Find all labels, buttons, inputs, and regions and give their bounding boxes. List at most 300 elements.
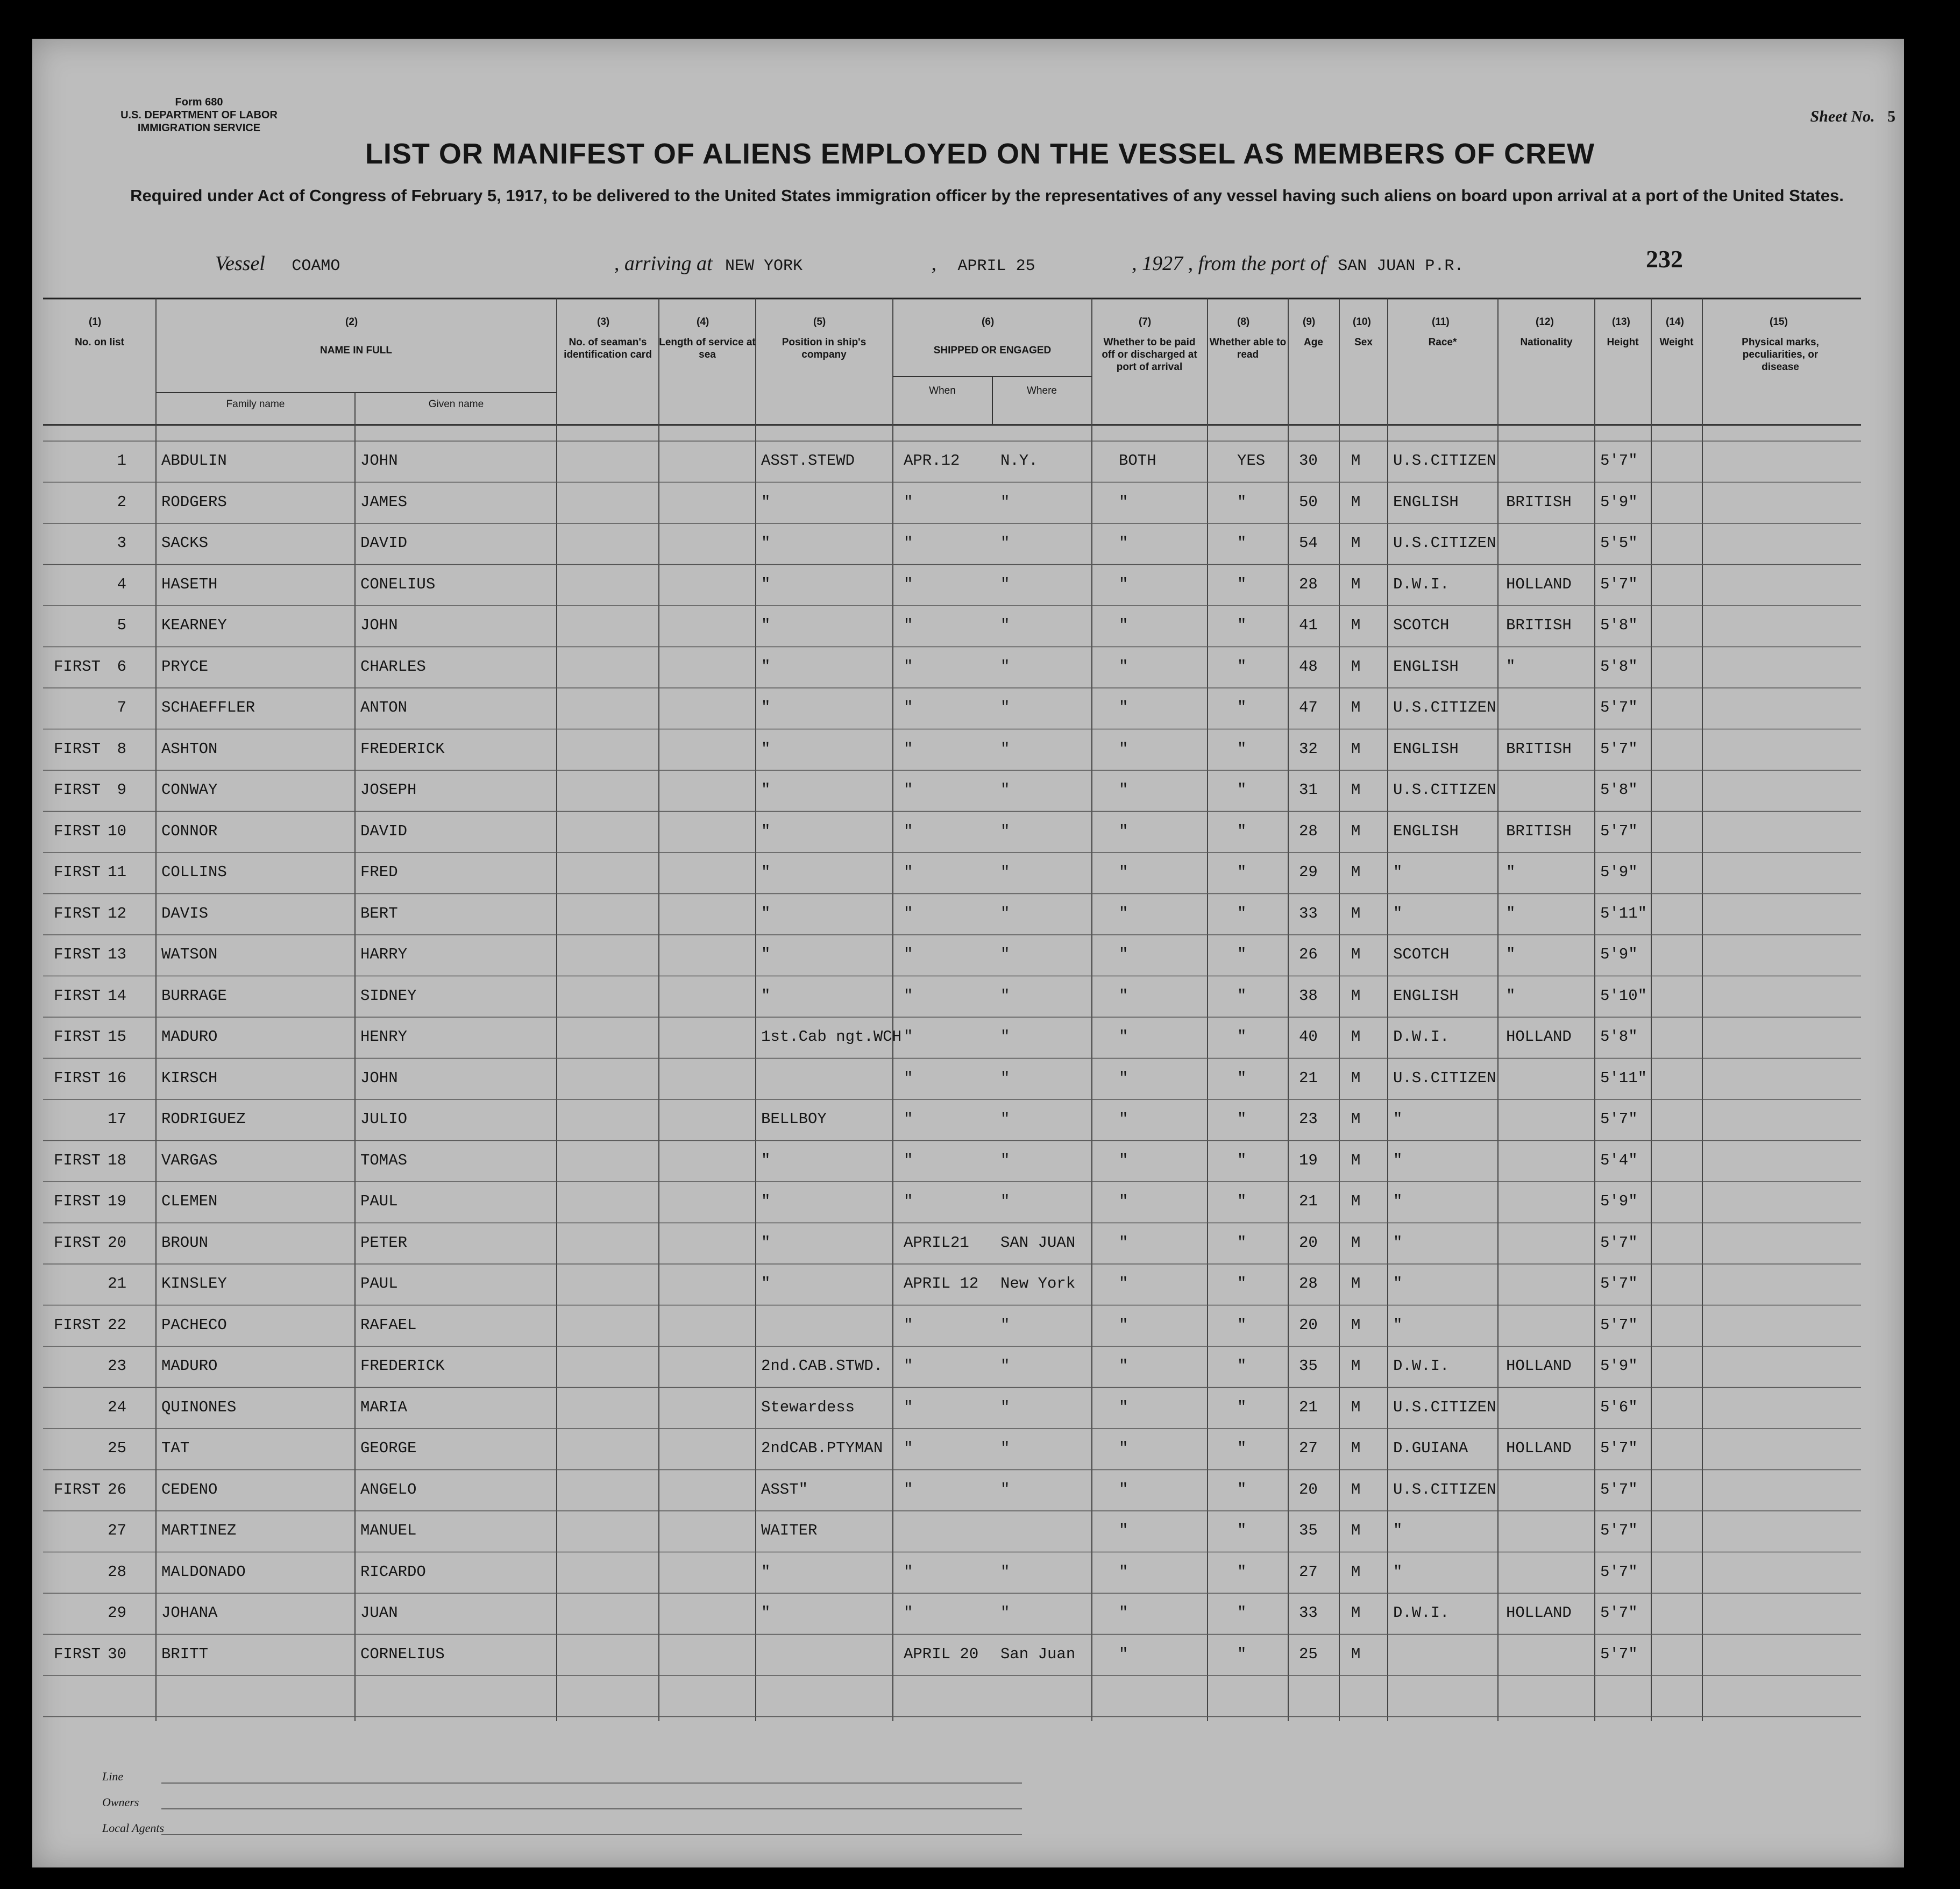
given-name: DAVID [360,534,408,552]
paid-off-cell: " [1119,534,1128,552]
able-to-read: " [1237,1645,1247,1663]
row-number: 29 [108,1604,126,1622]
nationality-cell: HOLLAND [1506,1028,1572,1046]
shipped-when: " [904,1028,913,1046]
shipped-when: APRIL 12 [904,1275,979,1293]
shipped-when: " [904,493,913,511]
column-number: (15) [1770,316,1788,328]
able-to-read: " [1237,781,1247,799]
age-cell: 30 [1299,452,1318,470]
paid-off-cell: " [1119,986,1128,1005]
department-name: U.S. DEPARTMENT OF LABOR [120,109,278,121]
able-to-read: " [1237,1480,1247,1499]
class-cell: FIRST [54,1233,101,1252]
shipped-when: " [904,1192,913,1210]
paid-off-cell: " [1119,1645,1128,1663]
sex-cell: M [1351,1275,1361,1293]
able-to-read: " [1237,1069,1247,1087]
paid-off-cell: " [1119,493,1128,511]
class-cell: FIRST [54,822,101,840]
given-name: ANGELO [360,1480,417,1499]
shipped-where: " [1000,1398,1010,1416]
race-cell: " [1393,863,1403,881]
shipped-where: " [1000,863,1010,881]
height-cell: 5'8" [1600,616,1638,634]
position-cell: 2nd.CAB.STWD. [761,1357,883,1375]
shipped-where: " [1000,699,1010,716]
column-header: SHIPPED OR ENGAGED [933,345,1052,356]
age-cell: 50 [1299,493,1318,511]
shipped-where: " [1000,575,1010,593]
able-to-read: " [1237,1398,1247,1416]
age-cell: 33 [1299,904,1318,922]
family-name: JOHANA [161,1604,218,1622]
nationality-cell: HOLLAND [1506,1357,1572,1375]
given-name: MARIA [360,1398,408,1416]
row-number: 21 [108,1275,126,1293]
able-to-read: " [1237,1192,1247,1210]
row-number: 8 [117,740,126,758]
able-to-read: " [1237,699,1247,716]
nationality-cell: BRITISH [1506,740,1572,758]
family-name: KINSLEY [161,1275,227,1293]
sex-cell: M [1351,740,1361,758]
given-name: JULIO [360,1110,408,1128]
shipped-when: " [904,1480,913,1499]
paid-off-cell: " [1119,1110,1128,1128]
given-name: JOSEPH [360,781,417,799]
given-name: JOHN [360,1069,398,1087]
able-to-read: " [1237,1028,1247,1046]
column-header: Race* [1428,337,1457,348]
sex-cell: M [1351,1645,1361,1663]
shipped-when: " [904,657,913,676]
age-cell: 21 [1299,1398,1318,1416]
race-cell: U.S.CITIZEN [1393,452,1496,470]
able-to-read: " [1237,657,1247,676]
shipped-where: " [1000,657,1010,676]
shipped-where: " [1000,1357,1010,1375]
age-cell: 27 [1299,1439,1318,1457]
height-cell: 5'8" [1600,781,1638,799]
age-cell: 20 [1299,1233,1318,1252]
race-cell: ENGLISH [1393,493,1459,511]
row-number: 9 [117,781,126,799]
height-cell: 5'5" [1600,534,1638,552]
able-to-read: " [1237,946,1247,963]
age-cell: 28 [1299,575,1318,593]
family-name: COLLINS [161,863,227,881]
sheet-value: 5 [1887,108,1895,125]
given-name: PAUL [360,1275,398,1293]
shipped-where: " [1000,822,1010,840]
paid-off-cell: " [1119,657,1128,676]
position-cell: 2ndCAB.PTYMAN [761,1439,883,1457]
height-cell: 5'7" [1600,1480,1638,1499]
race-cell: U.S.CITIZEN [1393,1480,1496,1499]
class-cell: FIRST [54,946,101,963]
family-name: QUINONES [161,1398,237,1416]
family-name: HASETH [161,575,218,593]
sex-cell: M [1351,1233,1361,1252]
race-cell: " [1393,1275,1403,1293]
shipped-when: " [904,1604,913,1622]
class-cell: FIRST [54,1480,101,1499]
paid-off-cell: " [1119,781,1128,799]
able-to-read: " [1237,986,1247,1005]
given-name: JAMES [360,493,408,511]
age-cell: 21 [1299,1192,1318,1210]
height-cell: 5'7" [1600,452,1638,470]
paid-off-cell: " [1119,740,1128,758]
class-cell: FIRST [54,657,101,676]
class-cell: FIRST [54,740,101,758]
family-name: VARGAS [161,1151,218,1169]
able-to-read: " [1237,534,1247,552]
family-name: TAT [161,1439,190,1457]
able-to-read: " [1237,1439,1247,1457]
column-header: Whether to be paid off or discharged at port of arrival [1102,337,1197,373]
family-name: RODRIGUEZ [161,1110,246,1128]
shipped-where: " [1000,1192,1010,1210]
shipped-where: " [1000,904,1010,922]
able-to-read: " [1237,740,1247,758]
shipped-when: APRIL 20 [904,1645,979,1663]
height-cell: 5'7" [1600,1316,1638,1334]
race-cell: SCOTCH [1393,616,1450,634]
shipped-when: " [904,1398,913,1416]
position-cell: " [761,575,771,593]
position-cell: " [761,904,771,922]
position-cell: Stewardess [761,1398,855,1416]
height-cell: 5'7" [1600,699,1638,716]
column-subheader: Family name [226,399,285,410]
race-cell: " [1393,1522,1403,1539]
sex-cell: M [1351,863,1361,881]
given-name: MANUEL [360,1522,417,1539]
nationality-cell: " [1506,946,1516,963]
shipped-when: " [904,1069,913,1087]
given-name: HENRY [360,1028,408,1046]
paid-off-cell: " [1119,1563,1128,1581]
class-cell: FIRST [54,1192,101,1210]
race-cell: " [1393,1316,1403,1334]
given-name: JOHN [360,616,398,634]
shipped-when: " [904,699,913,716]
column-number: (8) [1237,316,1250,328]
given-name: HARRY [360,946,408,963]
shipped-where: " [1000,1563,1010,1581]
race-cell: D.W.I. [1393,1357,1450,1375]
column-number: (10) [1353,316,1371,328]
able-to-read: " [1237,1316,1247,1334]
position-cell: " [761,986,771,1005]
height-cell: 5'9" [1600,1357,1638,1375]
family-name: ASHTON [161,740,218,758]
able-to-read: " [1237,1357,1247,1375]
height-cell: 5'7" [1600,1233,1638,1252]
shipped-where: N.Y. [1000,452,1038,470]
sex-cell: M [1351,1192,1361,1210]
position-cell: " [761,946,771,963]
sex-cell: M [1351,452,1361,470]
nationality-cell: HOLLAND [1506,575,1572,593]
column-header: Whether able to read [1209,337,1287,360]
position-cell: WAITER [761,1522,818,1539]
paid-off-cell: " [1119,1357,1128,1375]
race-cell: ENGLISH [1393,986,1459,1005]
sex-cell: M [1351,1357,1361,1375]
document-title: LIST OR MANIFEST OF ALIENS EMPLOYED ON THE VESSEL AS MEMBERS OF CREW [365,138,1595,170]
paid-off-cell: " [1119,1192,1128,1210]
column-number: (4) [697,316,709,328]
nationality-cell: " [1506,986,1516,1005]
family-name: PACHECO [161,1316,227,1334]
shipped-where: " [1000,740,1010,758]
race-cell: " [1393,1151,1403,1169]
shipped-when: " [904,986,913,1005]
sex-cell: M [1351,1604,1361,1622]
position-cell: " [761,1275,771,1293]
departure-port: SAN JUAN P.R. [1338,257,1464,275]
vessel-line: Vessel COAMO , arriving at NEW YORK , APRIL 25 , 1927 , from the port of SAN JUAN P.R. [215,252,1464,275]
paid-off-cell: " [1119,1275,1128,1293]
height-cell: 5'7" [1600,740,1638,758]
age-cell: 20 [1299,1316,1318,1334]
row-number: 4 [117,575,126,593]
race-cell: ENGLISH [1393,822,1459,840]
given-name: JOHN [360,452,398,470]
column-header: Age [1304,337,1323,348]
column-number: (13) [1612,316,1630,328]
height-cell: 5'7" [1600,1110,1638,1128]
shipped-when: " [904,1110,913,1128]
column-number: (12) [1536,316,1554,328]
paid-off-cell: " [1119,863,1128,881]
age-cell: 21 [1299,1069,1318,1087]
column-header: Length of service at sea [659,337,756,360]
able-to-read: " [1237,493,1247,511]
paid-off-cell: " [1119,946,1128,963]
position-cell: " [761,1233,771,1252]
paid-off-cell: " [1119,699,1128,716]
row-number: 24 [108,1398,126,1416]
sex-cell: M [1351,904,1361,922]
row-number: 2 [117,493,126,511]
shipped-when: " [904,863,913,881]
paid-off-cell: " [1119,1398,1128,1416]
row-number: 10 [108,822,126,840]
column-header: Position in ship's company [782,337,867,360]
paid-off-cell: " [1119,1028,1128,1046]
height-cell: 5'9" [1600,493,1638,511]
paid-off-cell: " [1119,575,1128,593]
given-name: RICARDO [360,1563,426,1581]
able-to-read: " [1237,1563,1247,1581]
column-number: (3) [597,316,610,328]
family-name: MADURO [161,1028,218,1046]
class-cell: FIRST [54,1316,101,1334]
height-cell: 5'7" [1600,1604,1638,1622]
given-name: SIDNEY [360,986,417,1005]
sex-cell: M [1351,1316,1361,1334]
sex-cell: M [1351,946,1361,963]
shipped-where: New York [1000,1275,1076,1293]
age-cell: 40 [1299,1028,1318,1046]
row-number: 12 [108,904,126,922]
row-number: 15 [108,1028,126,1046]
position-cell: BELLBOY [761,1110,827,1128]
row-number: 30 [108,1645,126,1663]
able-to-read: " [1237,1522,1247,1539]
given-name: CORNELIUS [360,1645,445,1663]
column-number: (1) [89,316,102,328]
column-number: (6) [982,316,995,328]
paid-off-cell: " [1119,1233,1128,1252]
arrival-year: , 1927 [1132,252,1183,275]
sex-cell: M [1351,1151,1361,1169]
column-number: (14) [1666,316,1684,328]
sex-cell: M [1351,699,1361,716]
position-cell: 1st.Cab ngt.WCH [761,1028,902,1046]
position-cell: " [761,822,771,840]
position-cell: " [761,657,771,676]
given-name: DAVID [360,822,408,840]
race-cell: U.S.CITIZEN [1393,1398,1496,1416]
column-header: Physical marks, peculiarities, or disease [1742,337,1819,373]
race-cell: " [1393,904,1403,922]
paid-off-cell: " [1119,1151,1128,1169]
shipped-when: " [904,1563,913,1581]
shipped-where: " [1000,1028,1010,1046]
shipped-where: " [1000,1110,1010,1128]
vessel-label: Vessel [215,252,265,275]
height-cell: 5'10" [1600,986,1647,1005]
column-subheader: When [929,385,956,396]
sex-cell: M [1351,1439,1361,1457]
sex-cell: M [1351,616,1361,634]
height-cell: 5'9" [1600,863,1638,881]
position-cell: " [761,616,771,634]
family-name: RODGERS [161,493,227,511]
age-cell: 41 [1299,616,1318,634]
family-name: ABDULIN [161,452,227,470]
race-cell: D.GUIANA [1393,1439,1468,1457]
age-cell: 33 [1299,1604,1318,1622]
age-cell: 54 [1299,534,1318,552]
document-subtitle: Required under Act of Congress of February 5, 1917, to be delivered to the United States immigration officer by the representatives of any vessel having such aliens on board upon arrival at a port of the United States. [130,186,1844,205]
shipped-when: " [904,781,913,799]
column-number: (2) [345,316,358,328]
age-cell: 20 [1299,1480,1318,1499]
able-to-read: YES [1237,452,1266,470]
family-name: MARTINEZ [161,1522,237,1539]
shipped-where: " [1000,781,1010,799]
from-label: , from the port of [1188,252,1326,275]
race-cell: ENGLISH [1393,740,1459,758]
row-number: 14 [108,986,126,1005]
column-header: Height [1607,337,1639,348]
given-name: RAFAEL [360,1316,417,1334]
row-number: 26 [108,1480,126,1499]
row-number: 25 [108,1439,126,1457]
family-name: BRITT [161,1645,209,1663]
height-cell: 5'7" [1600,1275,1638,1293]
shipped-where: " [1000,493,1010,511]
able-to-read: " [1237,1275,1247,1293]
class-cell: FIRST [54,781,101,799]
race-cell: U.S.CITIZEN [1393,534,1496,552]
shipped-when: APRIL21 [904,1233,969,1252]
paid-off-cell: " [1119,1604,1128,1622]
shipped-where: " [1000,1151,1010,1169]
race-cell: " [1393,1563,1403,1581]
age-cell: 27 [1299,1563,1318,1581]
shipped-when: " [904,616,913,634]
height-cell: 5'9" [1600,946,1638,963]
nationality-cell: " [1506,863,1516,881]
race-cell: SCOTCH [1393,946,1450,963]
row-number: 3 [117,534,126,552]
family-name: KEARNEY [161,616,227,634]
position-cell: " [761,699,771,716]
row-number: 1 [117,452,126,470]
column-number: (5) [813,316,826,328]
race-cell: " [1393,1192,1403,1210]
family-name: MALDONADO [161,1563,246,1581]
row-number: 17 [108,1110,126,1128]
class-cell: FIRST [54,863,101,881]
race-cell: D.W.I. [1393,1028,1450,1046]
able-to-read: " [1237,575,1247,593]
column-header: NAME IN FULL [319,345,393,356]
row-number: 13 [108,946,126,963]
class-cell: FIRST [54,986,101,1005]
height-cell: 5'4" [1600,1151,1638,1169]
sex-cell: M [1351,1398,1361,1416]
paid-off-cell: " [1119,616,1128,634]
given-name: JUAN [360,1604,398,1622]
shipped-where: " [1000,946,1010,963]
able-to-read: " [1237,1151,1247,1169]
able-to-read: " [1237,1233,1247,1252]
footer-field-label: Owners [102,1795,139,1809]
family-name: CLEMEN [161,1192,218,1210]
shipped-where: " [1000,534,1010,552]
race-cell: U.S.CITIZEN [1393,699,1496,716]
race-cell: U.S.CITIZEN [1393,781,1496,799]
age-cell: 35 [1299,1522,1318,1539]
age-cell: 32 [1299,740,1318,758]
shipped-when: " [904,904,913,922]
sheet-label: Sheet No. [1810,108,1875,125]
column-header: Sex [1354,337,1373,348]
race-cell: " [1393,1233,1403,1252]
able-to-read: " [1237,863,1247,881]
family-name: WATSON [161,946,218,963]
position-cell: " [761,1563,771,1581]
given-name: FRED [360,863,398,881]
given-name: TOMAS [360,1151,408,1169]
sex-cell: M [1351,1028,1361,1046]
vessel-name: COAMO [292,257,340,275]
arrival-date: APRIL 25 [957,257,1035,275]
given-name: CONELIUS [360,575,436,593]
sheet-number [1810,108,1896,126]
sex-cell: M [1351,1110,1361,1128]
row-number: 27 [108,1522,126,1539]
family-name: SACKS [161,534,209,552]
